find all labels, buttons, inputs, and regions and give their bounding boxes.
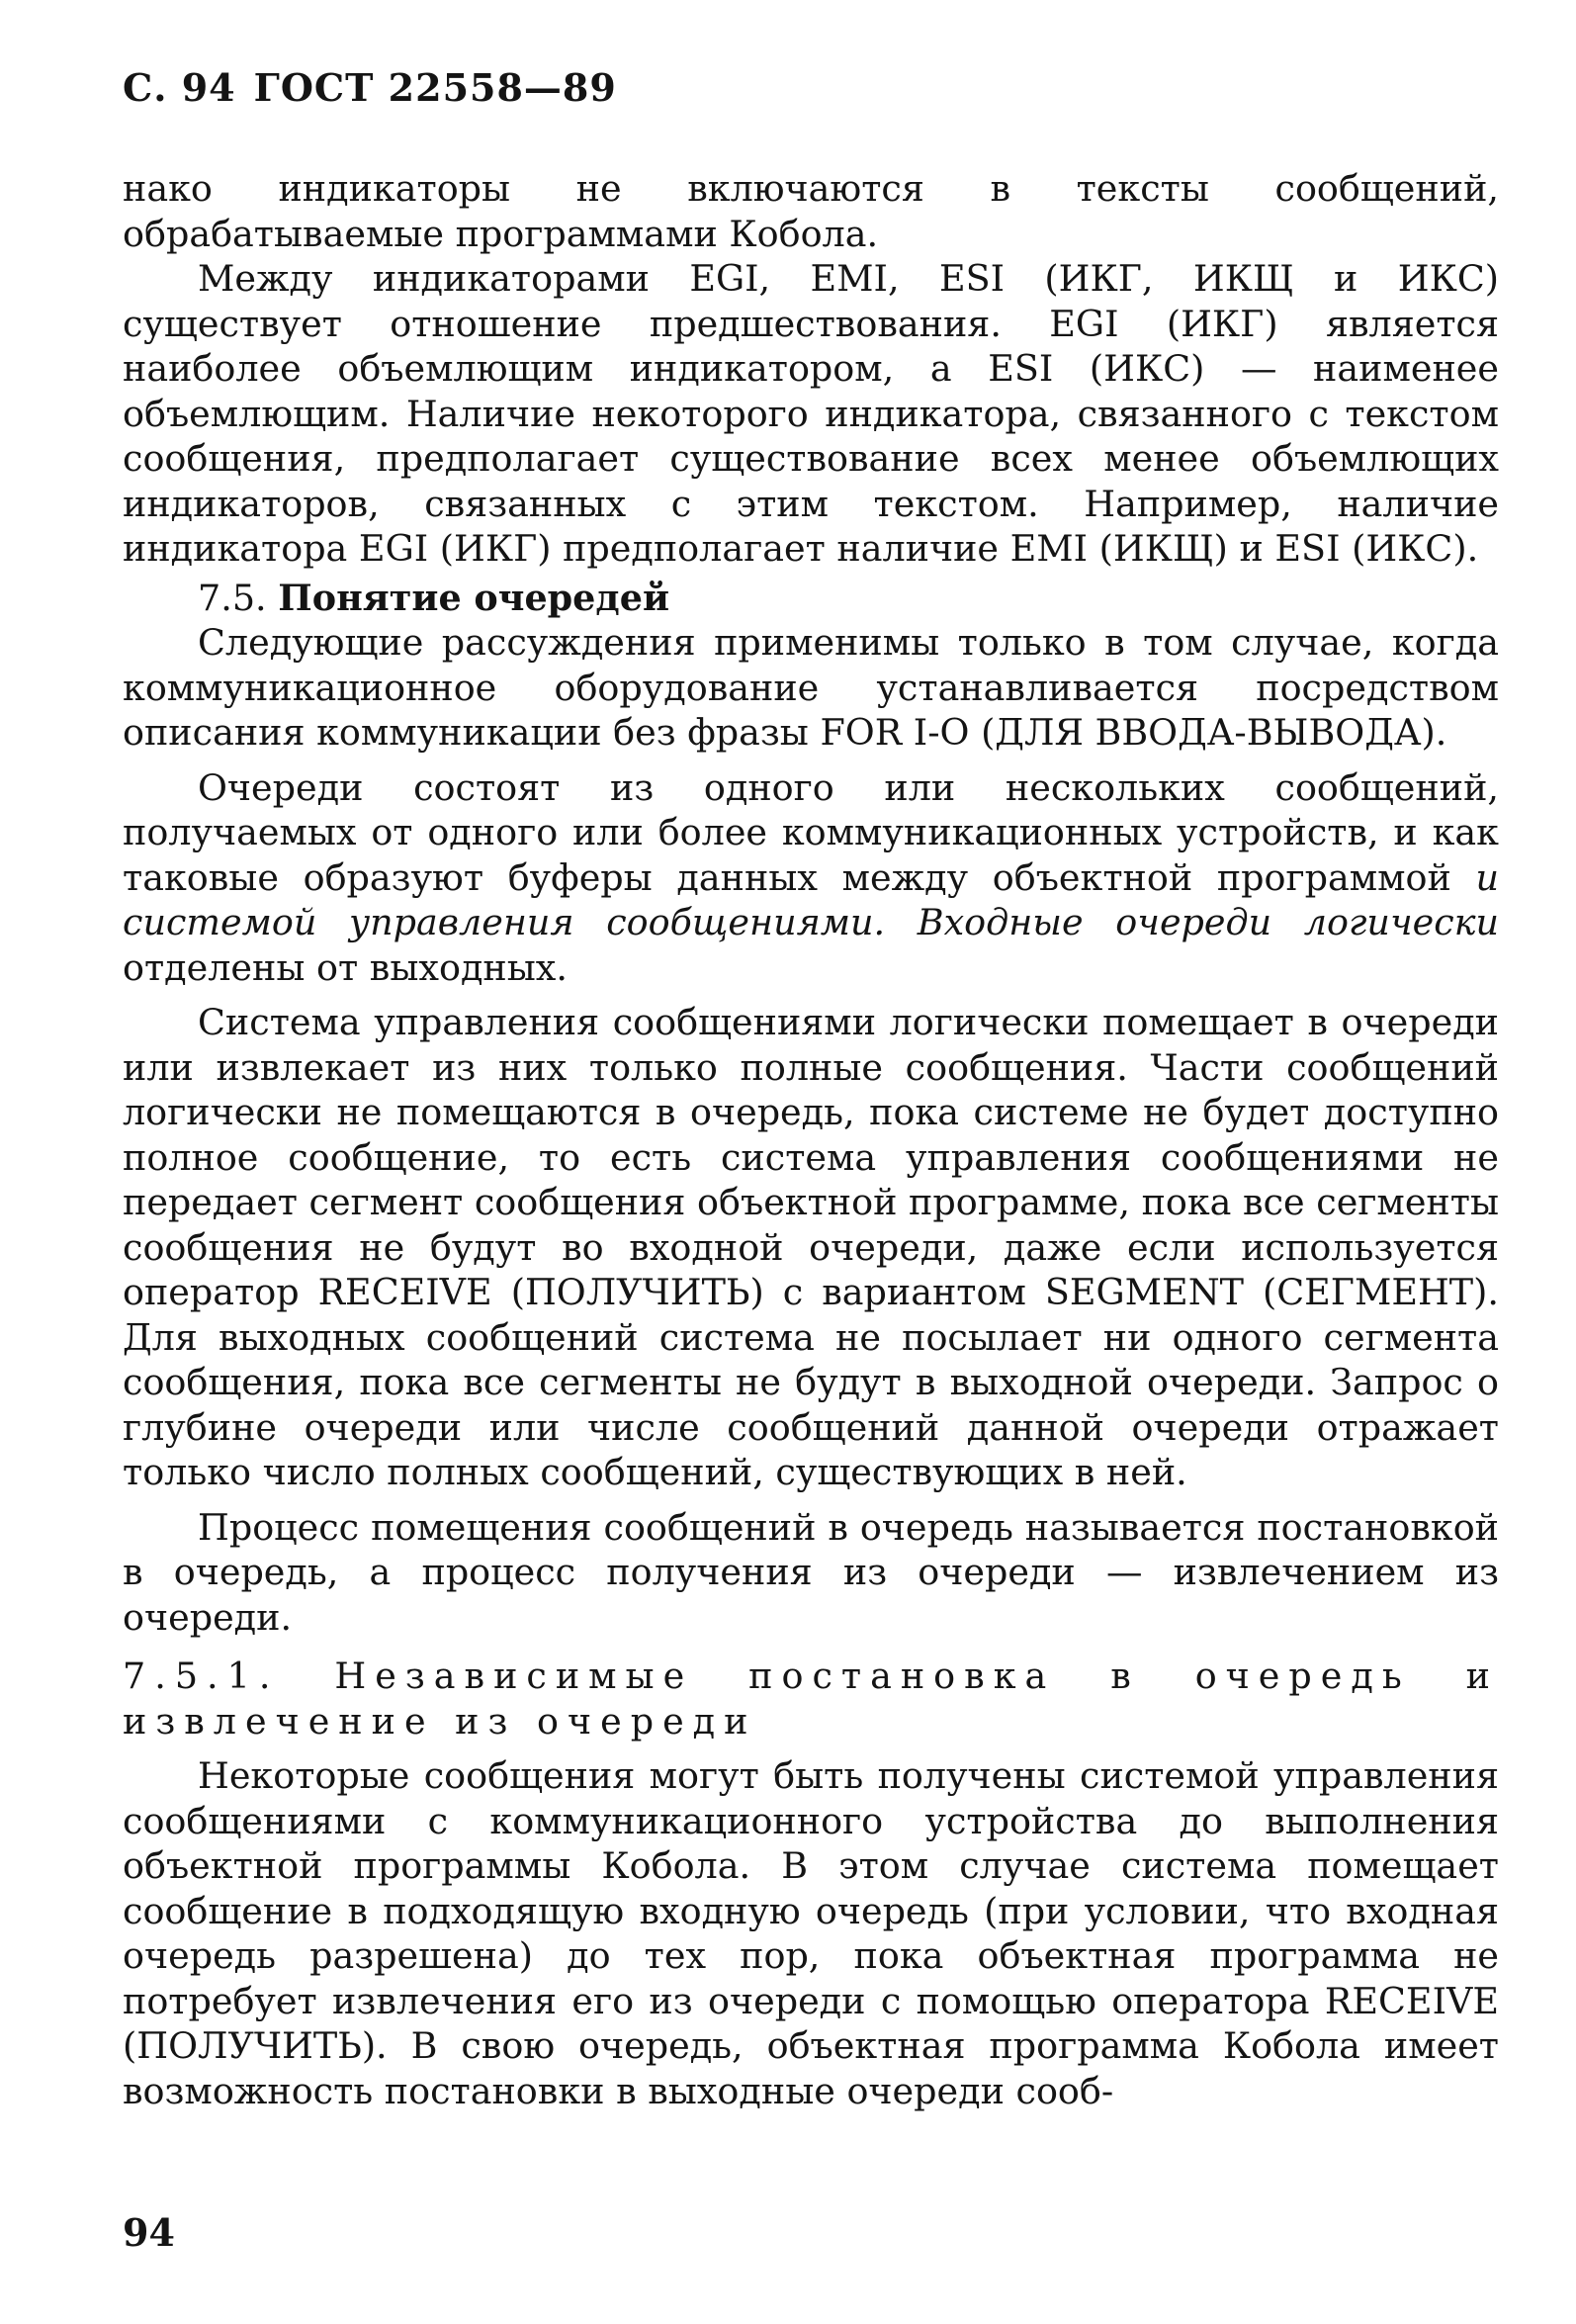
body-text [123,166,1499,2113]
paragraph-message-control: Система управления сообщениями логически помещает в очереди или извлекает из них только полные сообщения. Части сообщений логически не помещаются в очередь, пока системе не будет доступно полное сообщение, то есть система управления сообщениями не передает сегмент сообщения объектной программе, пока все сегменты сообщения не будут во входной очереди, даже если используется оператор RECEIVE (ПОЛУЧИТЬ) с вариантом SEGMENT (СЕГМЕНТ). Для выходных сообщений система не посылает ни одного сегмента сообщения, пока все сегменты не будут в выходной очереди. Запрос о глубине очереди или числе сообщений данной очереди отражает только число полных сообщений, существующих в ней. [123,1001,1499,1493]
page-header [123,65,617,110]
paragraph-independent: Некоторые сообщения могут быть получены системой управления сообщениями с коммуникационного устройства до выполнения объектной программы Кобола. В этом случае система помещает сообщение в подходящую входную очередь (при условии, что входная очередь разрешена) до тех пор, пока объектная программа не потребует извлечения его из очереди с помощью оператора RECEIVE (ПОЛУЧИТЬ). В свою очередь, объектная программа Кобола имеет возможность постановки в выходные очереди сооб- [123,1754,1499,2112]
section-heading [123,576,1499,621]
paragraph-enqueue-dequeue: Процесс помещения сообщений в очередь называется постановкой в очередь, а процесс получения из очереди — извлечением из очереди. [123,1505,1499,1639]
page-label: С. 94 [123,65,236,110]
paragraph-indicators: Между индикаторами EGI, EMI, ESI (ИКГ, ИКЩ и ИКС) существует отношение предшествования. EGI (ИКГ) является наиболее объемлющим индикатором, а ESI (ИКС) — наименее объемлющим. Наличие некоторого индикатора, связанного с текстом сообщения, предполагает существование всех менее объемлющих индикаторов, связанных с этим текстом. Например, наличие индикатора EGI (ИКГ) предполагает наличие EMI (ИКЩ) и ESI (ИКС). [123,257,1499,570]
paragraph-continuation: нако индикаторы не включаются в тексты сообщений, обрабатываемые программами Кобола. [123,167,1499,255]
paragraph-queues-definition-b: отделены от выходных. [123,945,568,989]
page-number: 94 [123,2210,175,2255]
section-title: Понятие очередей [278,576,670,619]
paragraph-queues-definition-a: Очереди состоят из одного или нескольких сообщений, получаемых от одного или более коммуникационных устройств, и как таковые образуют буферы данных между объектной программой [123,765,1499,899]
paragraph-queues-definition [123,765,1499,991]
paragraph-queues-definition-italic: и системой управления сообщениями. Входные очереди логически [123,855,1499,943]
paragraph-queues-intro: Следующие рассуждения применимы только в том случае, когда коммуникационное оборудование устанавливается посредством описания коммуникации без фразы FOR I-O (ДЛЯ ВВОДА-ВЫВОДА). [123,621,1499,754]
section-number: 7.5. [198,576,267,619]
standard-code: ГОСТ 22558—89 [253,65,617,110]
subsection-heading: 7.5.1. Независимые постановка в очередь и извлечение из очереди [123,1654,1499,1743]
